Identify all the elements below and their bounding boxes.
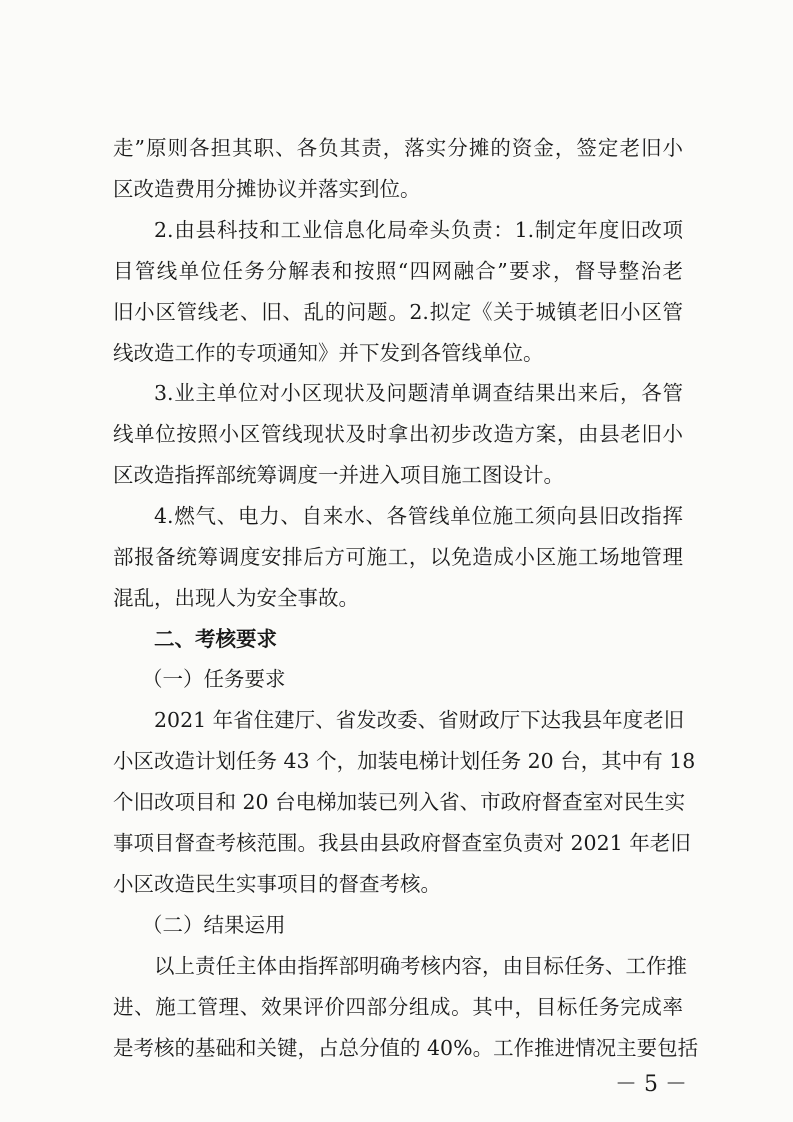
paragraph-line: 旧小区管线老、旧、乱的问题。2.拟定《关于城镇老旧小区管 — [113, 300, 683, 324]
subsection-heading: （一）任务要求 — [142, 667, 286, 691]
page-number: － 5 － — [615, 1072, 687, 1097]
paragraph-line: 进、施工管理、效果评价四部分组成。其中，目标任务完成率 — [113, 995, 683, 1019]
paragraph-line: 3.业主单位对小区现状及问题清单调查结果出来后，各管 — [154, 381, 683, 405]
paragraph-line: 2021 年省住建厅、省发改委、省财政厅下达我县年度老旧 — [154, 708, 685, 732]
paragraph-line: 4.燃气、电力、自来水、各管线单位施工须向县旧改指挥 — [154, 504, 683, 528]
paragraph-line: 2.由县科技和工业信息化局牵头负责：1.制定年度旧改项 — [154, 218, 683, 242]
paragraph-line: 目管线单位任务分解表和按照“四网融合”要求，督导整治老 — [113, 259, 683, 283]
paragraph-line: 区改造指挥部统筹调度一并进入项目施工图设计。 — [113, 463, 564, 487]
paragraph-line: 事项目督查考核范围。我县由县政府督查室负责对 2021 年老旧 — [113, 831, 691, 855]
paragraph-line: 部报备统筹调度安排后方可施工，以免造成小区施工场地管理 — [113, 545, 683, 569]
paragraph-line: 走”原则各担其职、各负其责，落实分摊的资金，签定老旧小 — [113, 136, 683, 160]
paragraph-line: 区改造费用分摊协议并落实到位。 — [113, 177, 421, 201]
paragraph-line: 是考核的基础和关键，占总分值的 40%。工作推进情况主要包括 — [113, 1036, 699, 1060]
subsection-heading: （二）结果运用 — [142, 913, 286, 937]
paragraph-line: 个旧改项目和 20 台电梯加装已列入省、市政府督查室对民生实 — [113, 790, 686, 814]
section-heading: 二、考核要求 — [154, 627, 277, 651]
paragraph-line: 小区改造民生实事项目的督查考核。 — [113, 872, 441, 896]
paragraph-line: 小区改造计划任务 43 个，加装电梯计划任务 20 台，其中有 18 — [113, 749, 696, 773]
paragraph-line: 以上责任主体由指挥部明确考核内容，由目标任务、工作推 — [154, 954, 687, 978]
paragraph-line: 混乱，出现人为安全事故。 — [113, 586, 359, 610]
paragraph-line: 线单位按照小区管线现状及时拿出初步改造方案，由县老旧小 — [113, 422, 683, 446]
paragraph-line: 线改造工作的专项通知》并下发到各管线单位。 — [113, 341, 544, 365]
